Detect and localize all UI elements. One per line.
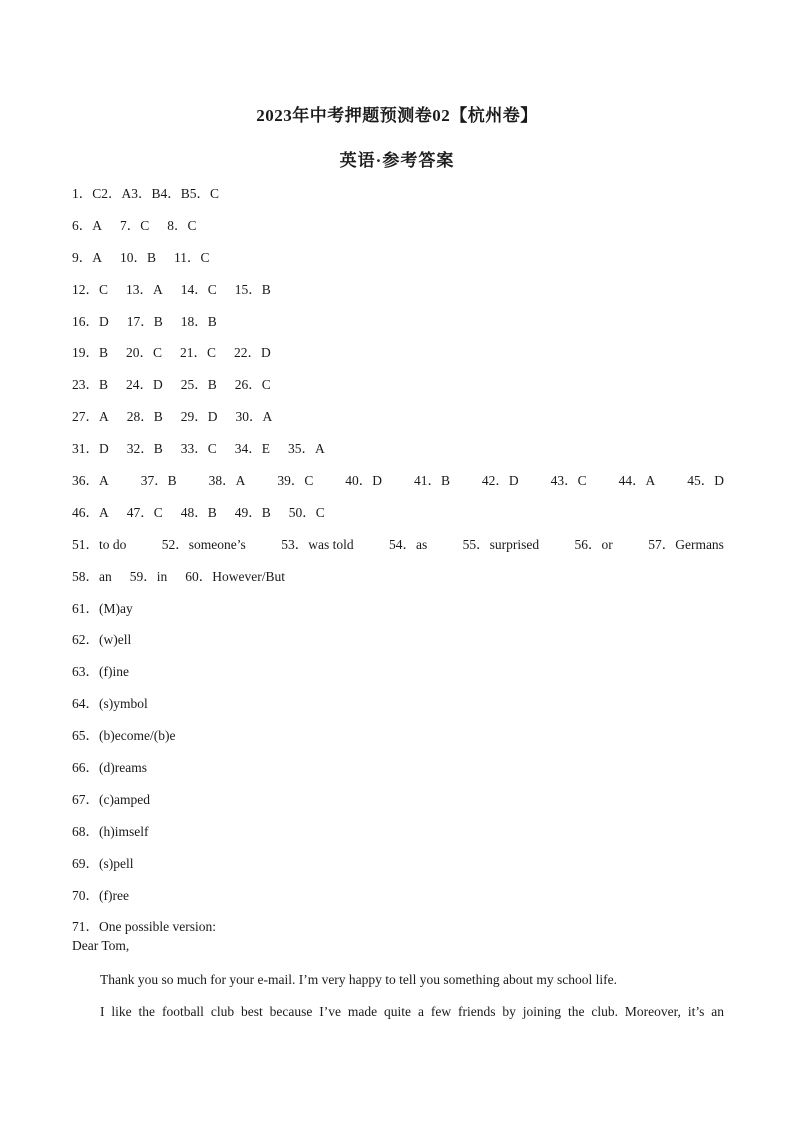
- answer-item: 30．A: [235, 409, 273, 425]
- answer-item: 51．to do: [72, 536, 127, 552]
- answer-item: 10．B: [120, 249, 157, 265]
- answer-item: 6．A: [72, 217, 102, 233]
- answer-item: 68．(h)imself: [72, 823, 149, 839]
- answer-item: 59．in: [129, 568, 168, 584]
- answer-item: 35．A: [288, 441, 325, 457]
- answer-item: 62．(w)ell: [72, 632, 132, 648]
- answer-line: [72, 750, 724, 782]
- answer-line: [72, 176, 724, 208]
- answer-item: 47．C: [126, 504, 163, 520]
- answer-item: 9．A: [72, 249, 102, 265]
- answer-item: 22．D: [234, 345, 271, 361]
- answer-item: 45．D: [687, 472, 724, 488]
- answer-item: 23．B: [72, 377, 109, 393]
- answer-item: 17．B: [126, 313, 163, 329]
- answer-line: [72, 654, 724, 686]
- answer-item: 65．(b)ecome/(b)e: [72, 728, 176, 744]
- answer-line: [72, 909, 724, 941]
- answer-item: 13．A: [126, 281, 163, 297]
- answer-item: 46．A: [72, 504, 109, 520]
- answer-item: 32．B: [126, 441, 163, 457]
- answer-line: [72, 527, 724, 559]
- letter-paragraph: I like the football club best because I’ve made quite a few friends by joining the club. Moreover, it’s an: [100, 1004, 724, 1019]
- answer-item: 61．(M)ay: [72, 600, 133, 616]
- answer-key: [72, 176, 724, 941]
- answer-item: 11．C: [174, 249, 210, 265]
- answer-item: 56．or: [574, 536, 613, 552]
- answer-item: 42．D: [481, 472, 519, 488]
- answer-item: 55．surprised: [462, 536, 540, 552]
- answer-line: [72, 304, 724, 336]
- answer-item: 37．B: [140, 472, 177, 488]
- answer-item: 60．However/But: [185, 568, 285, 584]
- answer-line: [72, 208, 724, 240]
- page-title: 2023年中考押题预测卷02【杭州卷】: [256, 106, 538, 125]
- answer-item: 19．B: [72, 345, 109, 361]
- answer-item: 20．C: [126, 345, 163, 361]
- answer-item: 64．(s)ymbol: [72, 696, 148, 712]
- answer-line: [72, 718, 724, 750]
- answer-item: 54．as: [388, 536, 428, 552]
- answer-line: [72, 367, 724, 399]
- answer-line: [72, 399, 724, 431]
- answer-item: 15．B: [234, 281, 271, 297]
- answer-item: 71．One possible version:: [72, 919, 216, 935]
- answer-line: [72, 622, 724, 654]
- answer-item: 24．D: [126, 377, 163, 393]
- answer-item: 21．C: [180, 345, 217, 361]
- answer-item: 49．B: [234, 504, 271, 520]
- page-subtitle: 英语·参考答案: [339, 151, 455, 170]
- answer-line: [72, 335, 724, 367]
- answer-item: 28．B: [126, 409, 163, 425]
- answer-line: [72, 591, 724, 623]
- answer-line: [72, 686, 724, 718]
- answer-item: 63．(f)ine: [72, 664, 129, 680]
- answer-item: 29．D: [180, 409, 218, 425]
- answer-item: 43．C: [550, 472, 587, 488]
- answer-line: [72, 431, 724, 463]
- answer-item: 31．D: [72, 441, 109, 457]
- letter-paragraph: Thank you so much for your e-mail. I’m very happy to tell you something about my school life.: [100, 972, 618, 987]
- answer-item: 34．E: [234, 441, 271, 457]
- answer-line: [72, 240, 724, 272]
- answer-item: 38．A: [208, 472, 246, 488]
- answer-item: 41．B: [413, 472, 450, 488]
- answer-item: 14．C: [180, 281, 217, 297]
- answer-item: 44．A: [618, 472, 656, 488]
- answer-item: 70．(f)ree: [72, 887, 129, 903]
- answer-item: 7．C: [120, 217, 150, 233]
- answer-item: 53．was told: [281, 536, 354, 552]
- letter-greeting: Dear Tom,: [72, 938, 130, 953]
- answer-item: 33．C: [180, 441, 217, 457]
- answer-item: 40．D: [345, 472, 383, 488]
- answer-line: [72, 846, 724, 878]
- answer-line: [72, 878, 724, 910]
- answer-item: 48．B: [180, 504, 217, 520]
- answer-item: 16．D: [72, 313, 109, 329]
- answer-item: 52．someone’s: [161, 536, 246, 552]
- answer-item: 8．C: [167, 217, 197, 233]
- answer-item: 39．C: [277, 472, 314, 488]
- answer-item: 27．A: [72, 409, 109, 425]
- answer-item: 57．Germans: [648, 536, 724, 552]
- answer-item: 50．C: [288, 504, 325, 520]
- answer-item: 66．(d)reams: [72, 759, 147, 775]
- answer-line: [72, 814, 724, 846]
- answer-item: 58．an: [72, 568, 112, 584]
- answer-line: [72, 272, 724, 304]
- answer-line: [72, 463, 724, 495]
- answer-item: 18．B: [180, 313, 217, 329]
- answer-item: 67．(c)amped: [72, 791, 150, 807]
- answer-item: 69．(s)pell: [72, 855, 134, 871]
- answer-line: [72, 495, 724, 527]
- answer-line: [72, 782, 724, 814]
- answer-item: 36．A: [72, 472, 109, 488]
- answer-item: 26．C: [234, 377, 271, 393]
- answer-item: 12．C: [72, 281, 109, 297]
- answer-item: 1．C2．A3．B4．B5．C: [72, 185, 220, 201]
- answer-line: [72, 559, 724, 591]
- answer-item: 25．B: [180, 377, 217, 393]
